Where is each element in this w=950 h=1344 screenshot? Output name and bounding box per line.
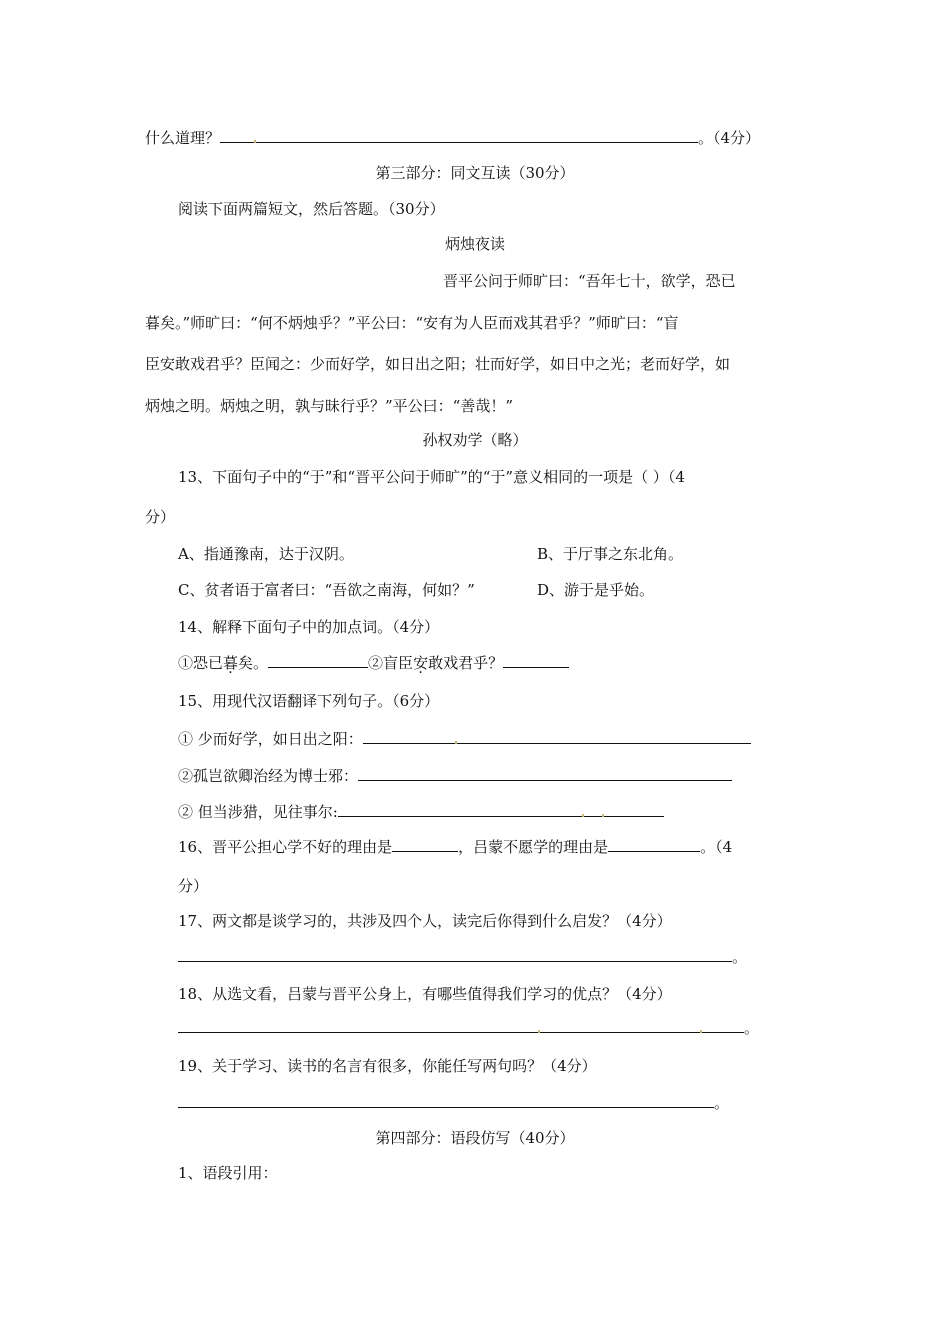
answer-blank[interactable] xyxy=(220,127,698,143)
answer-blank[interactable] xyxy=(338,801,664,817)
part3-heading: 第三部分：同文互读（30分） xyxy=(375,164,575,182)
part4-item-1: 1、语段引用： xyxy=(178,1164,278,1182)
top-answer-line: 什么道理？ 。（4分） xyxy=(145,129,761,147)
q14-stem: 14、解释下面句子中的加点词。（4分） xyxy=(178,618,440,636)
passage1-title: 炳烛夜读 xyxy=(444,235,505,253)
answer-blank[interactable] xyxy=(363,728,751,744)
passage1-line: 臣安敢戏君乎？臣闻之：少而好学，如日出之阳；壮而好学，如日中之光；老而好学，如 xyxy=(145,355,731,373)
passage2-title: 孙权劝学（略） xyxy=(422,431,528,449)
answer-blank[interactable] xyxy=(358,765,732,781)
q13-stem: 13、下面句子中的“于”和“晋平公问于师旷”的“于”意义相同的一项是（ ）（4 xyxy=(178,468,685,486)
emphasis-dot-word: 安 xyxy=(413,654,429,672)
q17-answer: 。 xyxy=(178,946,747,967)
answer-blank[interactable] xyxy=(608,836,700,852)
q13-option-d[interactable]: D、游于是乎始。 xyxy=(537,581,655,599)
q15-item-2: ②孤岂欲卿治经为博士邪： xyxy=(178,765,732,786)
q16-line-cont: 分） xyxy=(178,877,209,895)
q13-option-c[interactable]: C、贫者语于富者曰：“吾欲之南海，何如？” xyxy=(178,581,475,599)
q16-line: 16、晋平公担心学不好的理由是 ，吕蒙不愿学的理由是 。（4 xyxy=(178,838,733,856)
answer-blank[interactable] xyxy=(178,1092,714,1108)
answer-blank[interactable] xyxy=(392,836,458,852)
q15-item-1: ① 少而好学，如日出之阳： xyxy=(178,728,751,749)
q15-stem: 15、用现代汉语翻译下列句子。（6分） xyxy=(178,692,440,710)
q19-stem: 19、关于学习、读书的名言有很多，你能任写两句吗？（4分） xyxy=(178,1057,597,1075)
q18-stem: 18、从选文看，吕蒙与晋平公身上，有哪些值得我们学习的优点？（4分） xyxy=(178,985,672,1003)
part4-heading: 第四部分：语段仿写（40分） xyxy=(375,1129,575,1147)
answer-blank[interactable] xyxy=(268,652,368,668)
part3-intro: 阅读下面两篇短文，然后答题。（30分） xyxy=(178,200,445,218)
q13-option-b[interactable]: B、于厅事之东北角。 xyxy=(537,545,684,563)
q15-item-3: ② 但当涉猎，见往事尔: xyxy=(178,801,664,822)
passage1-line: 暮矣。”师旷曰：“何不炳烛乎？”平公曰：“安有为人臣而戏其君乎？”师旷曰：“盲 xyxy=(145,314,679,332)
answer-blank[interactable] xyxy=(178,1017,744,1033)
q18-answer: 。 xyxy=(178,1017,759,1038)
q19-answer: 。 xyxy=(178,1092,729,1113)
emphasis-dot-word: 暮 xyxy=(223,654,239,672)
answer-blank[interactable] xyxy=(503,652,569,668)
passage1-line: 炳烛之明。炳烛之明，孰与昧行乎？”平公曰：“善哉！” xyxy=(145,397,514,415)
q17-stem: 17、两文都是谈学习的，共涉及四个人，读完后你得到什么启发？（4分） xyxy=(178,912,672,930)
q13-stem-cont: 分） xyxy=(145,508,176,526)
answer-blank[interactable] xyxy=(178,946,732,962)
q14-items: ①恐已暮矣。 ②盲臣安敢戏君乎？ xyxy=(178,652,569,673)
q13-option-a[interactable]: A、指通豫南，达于汉阴。 xyxy=(178,545,354,563)
passage1-line: 晋平公问于师旷曰：“吾年七十，欲学，恐已 xyxy=(443,272,736,290)
